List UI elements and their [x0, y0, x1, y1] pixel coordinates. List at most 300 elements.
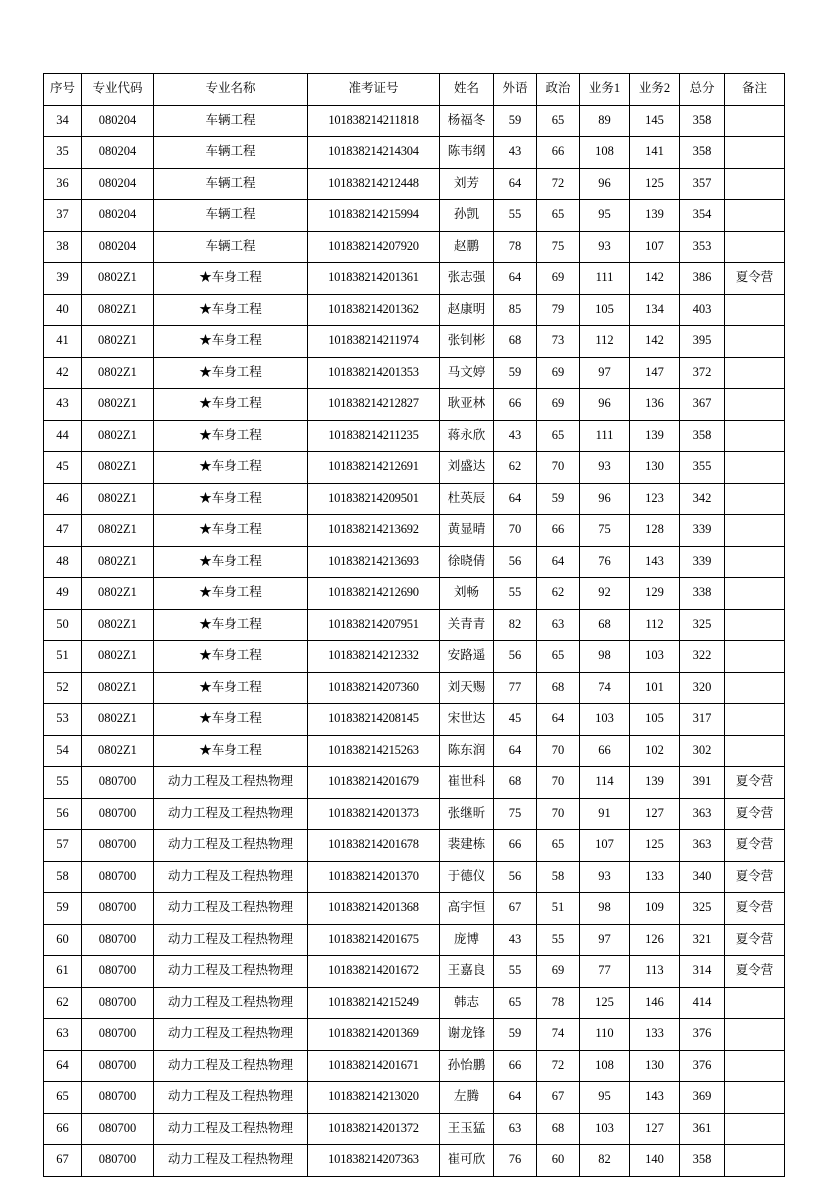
cell-seq: 50	[44, 609, 82, 641]
cell-seq: 52	[44, 672, 82, 704]
cell-remark: 夏令营	[725, 924, 785, 956]
cell-politics: 51	[537, 893, 580, 925]
cell-foreign-language: 78	[494, 231, 537, 263]
cell-major-code: 0802Z1	[82, 483, 154, 515]
cell-politics: 68	[537, 672, 580, 704]
cell-major-code: 0802Z1	[82, 452, 154, 484]
cell-total: 339	[680, 546, 725, 578]
table-row	[44, 893, 785, 925]
cell-ticket-number: 101838214207951	[308, 609, 440, 641]
cell-ticket-number: 101838214201671	[308, 1050, 440, 1082]
cell-person-name: 韩志	[440, 987, 494, 1019]
cell-remark	[725, 1082, 785, 1114]
cell-business2: 143	[630, 546, 680, 578]
cell-ticket-number: 101838214215249	[308, 987, 440, 1019]
cell-politics: 70	[537, 735, 580, 767]
cell-ticket-number: 101838214212691	[308, 452, 440, 484]
cell-foreign-language: 55	[494, 956, 537, 988]
cell-politics: 66	[537, 137, 580, 169]
cell-business2: 145	[630, 105, 680, 137]
column-header-business2: 业务2	[630, 74, 680, 106]
cell-business2: 125	[630, 168, 680, 200]
cell-major-name: 车辆工程	[154, 231, 308, 263]
cell-major-name: ★车身工程	[154, 389, 308, 421]
cell-total: 342	[680, 483, 725, 515]
cell-major-code: 080204	[82, 168, 154, 200]
cell-total: 372	[680, 357, 725, 389]
cell-remark	[725, 483, 785, 515]
cell-foreign-language: 43	[494, 420, 537, 452]
cell-remark	[725, 1019, 785, 1051]
cell-remark: 夏令营	[725, 893, 785, 925]
cell-total: 325	[680, 609, 725, 641]
cell-total: 395	[680, 326, 725, 358]
cell-ticket-number: 101838214201679	[308, 767, 440, 799]
cell-person-name: 安路遥	[440, 641, 494, 673]
cell-business2: 123	[630, 483, 680, 515]
cell-politics: 63	[537, 609, 580, 641]
cell-business1: 82	[580, 1145, 630, 1177]
cell-ticket-number: 101838214211818	[308, 105, 440, 137]
cell-major-name: 动力工程及工程热物理	[154, 987, 308, 1019]
cell-business1: 107	[580, 830, 630, 862]
cell-total: 376	[680, 1019, 725, 1051]
cell-major-code: 080204	[82, 200, 154, 232]
cell-seq: 66	[44, 1113, 82, 1145]
table-row	[44, 672, 785, 704]
cell-major-name: 车辆工程	[154, 200, 308, 232]
cell-seq: 54	[44, 735, 82, 767]
cell-major-code: 0802Z1	[82, 735, 154, 767]
cell-seq: 36	[44, 168, 82, 200]
cell-seq: 44	[44, 420, 82, 452]
cell-remark	[725, 515, 785, 547]
cell-business1: 111	[580, 420, 630, 452]
cell-person-name: 赵鹏	[440, 231, 494, 263]
cell-business2: 129	[630, 578, 680, 610]
column-header-business1: 业务1	[580, 74, 630, 106]
cell-remark	[725, 168, 785, 200]
cell-seq: 55	[44, 767, 82, 799]
cell-ticket-number: 101838214201362	[308, 294, 440, 326]
cell-major-code: 0802Z1	[82, 326, 154, 358]
cell-major-code: 080700	[82, 893, 154, 925]
table-row	[44, 263, 785, 295]
cell-politics: 67	[537, 1082, 580, 1114]
cell-major-name: ★车身工程	[154, 483, 308, 515]
cell-total: 320	[680, 672, 725, 704]
cell-person-name: 于德仪	[440, 861, 494, 893]
column-header-remark: 备注	[725, 74, 785, 106]
cell-ticket-number: 101838214208145	[308, 704, 440, 736]
cell-seq: 53	[44, 704, 82, 736]
cell-person-name: 孙凯	[440, 200, 494, 232]
cell-ticket-number: 101838214213693	[308, 546, 440, 578]
cell-major-name: ★车身工程	[154, 578, 308, 610]
cell-total: 363	[680, 798, 725, 830]
cell-politics: 68	[537, 1113, 580, 1145]
table-row	[44, 861, 785, 893]
cell-business1: 105	[580, 294, 630, 326]
column-header-major-code: 专业代码	[82, 74, 154, 106]
table-row	[44, 420, 785, 452]
cell-remark	[725, 326, 785, 358]
cell-business2: 141	[630, 137, 680, 169]
cell-major-name: ★车身工程	[154, 452, 308, 484]
cell-business2: 101	[630, 672, 680, 704]
cell-remark	[725, 578, 785, 610]
cell-major-name: 动力工程及工程热物理	[154, 1050, 308, 1082]
cell-politics: 58	[537, 861, 580, 893]
cell-remark	[725, 357, 785, 389]
cell-person-name: 王嘉良	[440, 956, 494, 988]
cell-foreign-language: 66	[494, 830, 537, 862]
cell-total: 355	[680, 452, 725, 484]
cell-foreign-language: 59	[494, 1019, 537, 1051]
table-row	[44, 105, 785, 137]
cell-remark: 夏令营	[725, 798, 785, 830]
cell-business2: 134	[630, 294, 680, 326]
table-row	[44, 735, 785, 767]
table-header	[44, 74, 785, 106]
cell-remark	[725, 546, 785, 578]
cell-ticket-number: 101838214212448	[308, 168, 440, 200]
cell-business1: 68	[580, 609, 630, 641]
cell-major-name: 动力工程及工程热物理	[154, 1019, 308, 1051]
cell-remark	[725, 294, 785, 326]
cell-major-name: 动力工程及工程热物理	[154, 861, 308, 893]
cell-total: 363	[680, 830, 725, 862]
cell-ticket-number: 101838214209501	[308, 483, 440, 515]
cell-person-name: 谢龙锋	[440, 1019, 494, 1051]
table-row	[44, 1145, 785, 1177]
cell-person-name: 徐晓倩	[440, 546, 494, 578]
cell-business1: 76	[580, 546, 630, 578]
cell-person-name: 孙怡鹏	[440, 1050, 494, 1082]
cell-total: 302	[680, 735, 725, 767]
cell-ticket-number: 101838214207360	[308, 672, 440, 704]
cell-remark	[725, 1113, 785, 1145]
cell-major-code: 0802Z1	[82, 641, 154, 673]
cell-total: 369	[680, 1082, 725, 1114]
cell-remark: 夏令营	[725, 956, 785, 988]
cell-major-code: 080700	[82, 987, 154, 1019]
cell-major-name: 动力工程及工程热物理	[154, 893, 308, 925]
cell-business1: 96	[580, 389, 630, 421]
table-row	[44, 767, 785, 799]
cell-foreign-language: 55	[494, 578, 537, 610]
cell-politics: 75	[537, 231, 580, 263]
cell-person-name: 裴建栋	[440, 830, 494, 862]
cell-business1: 108	[580, 1050, 630, 1082]
cell-business1: 92	[580, 578, 630, 610]
cell-business2: 125	[630, 830, 680, 862]
cell-ticket-number: 101838214211974	[308, 326, 440, 358]
cell-ticket-number: 101838214212332	[308, 641, 440, 673]
cell-foreign-language: 43	[494, 924, 537, 956]
admission-score-table	[43, 73, 785, 1177]
cell-foreign-language: 59	[494, 357, 537, 389]
cell-seq: 58	[44, 861, 82, 893]
cell-major-code: 080204	[82, 231, 154, 263]
cell-politics: 66	[537, 515, 580, 547]
cell-seq: 59	[44, 893, 82, 925]
cell-foreign-language: 68	[494, 767, 537, 799]
cell-business2: 146	[630, 987, 680, 1019]
table-row	[44, 987, 785, 1019]
cell-person-name: 左腾	[440, 1082, 494, 1114]
cell-person-name: 耿亚林	[440, 389, 494, 421]
cell-major-name: ★车身工程	[154, 641, 308, 673]
cell-total: 414	[680, 987, 725, 1019]
cell-major-name: ★车身工程	[154, 609, 308, 641]
cell-politics: 78	[537, 987, 580, 1019]
cell-major-name: ★车身工程	[154, 357, 308, 389]
cell-foreign-language: 64	[494, 483, 537, 515]
cell-seq: 37	[44, 200, 82, 232]
cell-major-name: 车辆工程	[154, 105, 308, 137]
cell-politics: 72	[537, 1050, 580, 1082]
cell-major-code: 0802Z1	[82, 609, 154, 641]
cell-total: 340	[680, 861, 725, 893]
cell-total: 367	[680, 389, 725, 421]
cell-business2: 133	[630, 1019, 680, 1051]
cell-ticket-number: 101838214214304	[308, 137, 440, 169]
cell-ticket-number: 101838214201373	[308, 798, 440, 830]
cell-seq: 35	[44, 137, 82, 169]
cell-total: 376	[680, 1050, 725, 1082]
cell-foreign-language: 64	[494, 735, 537, 767]
cell-foreign-language: 75	[494, 798, 537, 830]
cell-business2: 128	[630, 515, 680, 547]
cell-person-name: 杜英辰	[440, 483, 494, 515]
cell-politics: 69	[537, 956, 580, 988]
cell-business2: 102	[630, 735, 680, 767]
cell-foreign-language: 55	[494, 200, 537, 232]
cell-person-name: 关青青	[440, 609, 494, 641]
table-row	[44, 452, 785, 484]
cell-seq: 56	[44, 798, 82, 830]
cell-major-name: 动力工程及工程热物理	[154, 1082, 308, 1114]
table-row	[44, 1050, 785, 1082]
cell-total: 358	[680, 1145, 725, 1177]
cell-major-code: 0802Z1	[82, 420, 154, 452]
table-row	[44, 704, 785, 736]
cell-person-name: 张继昕	[440, 798, 494, 830]
table-row	[44, 326, 785, 358]
table-row	[44, 924, 785, 956]
cell-business1: 91	[580, 798, 630, 830]
cell-major-code: 080700	[82, 956, 154, 988]
cell-business1: 93	[580, 861, 630, 893]
cell-total: 317	[680, 704, 725, 736]
cell-business2: 103	[630, 641, 680, 673]
cell-politics: 65	[537, 641, 580, 673]
cell-remark	[725, 389, 785, 421]
cell-business2: 126	[630, 924, 680, 956]
cell-major-code: 080700	[82, 924, 154, 956]
cell-business2: 105	[630, 704, 680, 736]
cell-politics: 64	[537, 704, 580, 736]
cell-foreign-language: 64	[494, 263, 537, 295]
column-header-politics: 政治	[537, 74, 580, 106]
cell-foreign-language: 45	[494, 704, 537, 736]
cell-seq: 45	[44, 452, 82, 484]
cell-remark	[725, 704, 785, 736]
cell-major-code: 0802Z1	[82, 672, 154, 704]
cell-major-code: 080700	[82, 830, 154, 862]
cell-major-code: 0802Z1	[82, 515, 154, 547]
cell-foreign-language: 85	[494, 294, 537, 326]
table-row	[44, 294, 785, 326]
cell-ticket-number: 101838214215994	[308, 200, 440, 232]
table-row	[44, 231, 785, 263]
cell-person-name: 崔世科	[440, 767, 494, 799]
cell-business1: 89	[580, 105, 630, 137]
cell-major-code: 080700	[82, 1019, 154, 1051]
cell-ticket-number: 101838214212690	[308, 578, 440, 610]
cell-major-name: 车辆工程	[154, 137, 308, 169]
cell-business1: 125	[580, 987, 630, 1019]
column-header-seq: 序号	[44, 74, 82, 106]
cell-person-name: 张志强	[440, 263, 494, 295]
cell-major-name: ★车身工程	[154, 704, 308, 736]
cell-major-name: ★车身工程	[154, 672, 308, 704]
cell-total: 314	[680, 956, 725, 988]
cell-foreign-language: 65	[494, 987, 537, 1019]
cell-politics: 62	[537, 578, 580, 610]
cell-business1: 103	[580, 1113, 630, 1145]
column-header-major-name: 专业名称	[154, 74, 308, 106]
table-row	[44, 200, 785, 232]
cell-remark	[725, 641, 785, 673]
cell-major-code: 080700	[82, 861, 154, 893]
cell-ticket-number: 101838214212827	[308, 389, 440, 421]
cell-seq: 43	[44, 389, 82, 421]
table-row	[44, 798, 785, 830]
cell-politics: 69	[537, 389, 580, 421]
cell-person-name: 马文婷	[440, 357, 494, 389]
cell-business1: 98	[580, 893, 630, 925]
cell-seq: 34	[44, 105, 82, 137]
cell-ticket-number: 101838214201678	[308, 830, 440, 862]
cell-total: 361	[680, 1113, 725, 1145]
cell-business2: 133	[630, 861, 680, 893]
cell-total: 357	[680, 168, 725, 200]
cell-major-code: 080204	[82, 137, 154, 169]
column-header-person-name: 姓名	[440, 74, 494, 106]
cell-ticket-number: 101838214201361	[308, 263, 440, 295]
cell-business2: 112	[630, 609, 680, 641]
table-body	[44, 105, 785, 1176]
cell-foreign-language: 66	[494, 1050, 537, 1082]
cell-business2: 109	[630, 893, 680, 925]
cell-remark: 夏令营	[725, 830, 785, 862]
cell-foreign-language: 59	[494, 105, 537, 137]
cell-foreign-language: 43	[494, 137, 537, 169]
cell-major-name: 动力工程及工程热物理	[154, 1145, 308, 1177]
cell-politics: 65	[537, 420, 580, 452]
cell-total: 339	[680, 515, 725, 547]
cell-person-name: 高宇恒	[440, 893, 494, 925]
table-row	[44, 1113, 785, 1145]
cell-business1: 97	[580, 357, 630, 389]
cell-politics: 70	[537, 767, 580, 799]
cell-major-name: 车辆工程	[154, 168, 308, 200]
cell-seq: 65	[44, 1082, 82, 1114]
cell-seq: 38	[44, 231, 82, 263]
cell-business2: 127	[630, 1113, 680, 1145]
cell-ticket-number: 101838214201372	[308, 1113, 440, 1145]
cell-seq: 62	[44, 987, 82, 1019]
cell-major-name: 动力工程及工程热物理	[154, 830, 308, 862]
cell-person-name: 张钊彬	[440, 326, 494, 358]
cell-foreign-language: 64	[494, 1082, 537, 1114]
column-header-ticket-number: 准考证号	[308, 74, 440, 106]
cell-major-name: ★车身工程	[154, 326, 308, 358]
cell-seq: 51	[44, 641, 82, 673]
cell-major-code: 0802Z1	[82, 546, 154, 578]
cell-remark: 夏令营	[725, 861, 785, 893]
cell-seq: 61	[44, 956, 82, 988]
table-row	[44, 357, 785, 389]
cell-business2: 113	[630, 956, 680, 988]
cell-politics: 70	[537, 452, 580, 484]
cell-remark	[725, 735, 785, 767]
cell-ticket-number: 101838214207920	[308, 231, 440, 263]
cell-remark: 夏令营	[725, 263, 785, 295]
cell-total: 358	[680, 137, 725, 169]
table-row	[44, 546, 785, 578]
cell-seq: 63	[44, 1019, 82, 1051]
table-row	[44, 641, 785, 673]
cell-total: 325	[680, 893, 725, 925]
cell-remark	[725, 420, 785, 452]
cell-major-code: 080700	[82, 767, 154, 799]
cell-seq: 67	[44, 1145, 82, 1177]
cell-total: 358	[680, 420, 725, 452]
cell-major-name: 动力工程及工程热物理	[154, 1113, 308, 1145]
cell-seq: 41	[44, 326, 82, 358]
cell-remark	[725, 1145, 785, 1177]
table-row	[44, 168, 785, 200]
cell-business2: 142	[630, 263, 680, 295]
cell-seq: 42	[44, 357, 82, 389]
cell-business2: 136	[630, 389, 680, 421]
cell-foreign-language: 67	[494, 893, 537, 925]
cell-politics: 79	[537, 294, 580, 326]
cell-business1: 75	[580, 515, 630, 547]
cell-major-code: 080204	[82, 105, 154, 137]
cell-remark	[725, 609, 785, 641]
cell-ticket-number: 101838214213692	[308, 515, 440, 547]
cell-major-name: ★车身工程	[154, 294, 308, 326]
cell-seq: 64	[44, 1050, 82, 1082]
cell-person-name: 杨福冬	[440, 105, 494, 137]
cell-major-code: 0802Z1	[82, 263, 154, 295]
cell-business2: 130	[630, 452, 680, 484]
cell-politics: 65	[537, 105, 580, 137]
table-header-row	[44, 74, 785, 106]
cell-total: 338	[680, 578, 725, 610]
cell-business1: 74	[580, 672, 630, 704]
table-row	[44, 389, 785, 421]
cell-total: 353	[680, 231, 725, 263]
cell-politics: 73	[537, 326, 580, 358]
cell-ticket-number: 101838214207363	[308, 1145, 440, 1177]
cell-seq: 57	[44, 830, 82, 862]
cell-business1: 103	[580, 704, 630, 736]
